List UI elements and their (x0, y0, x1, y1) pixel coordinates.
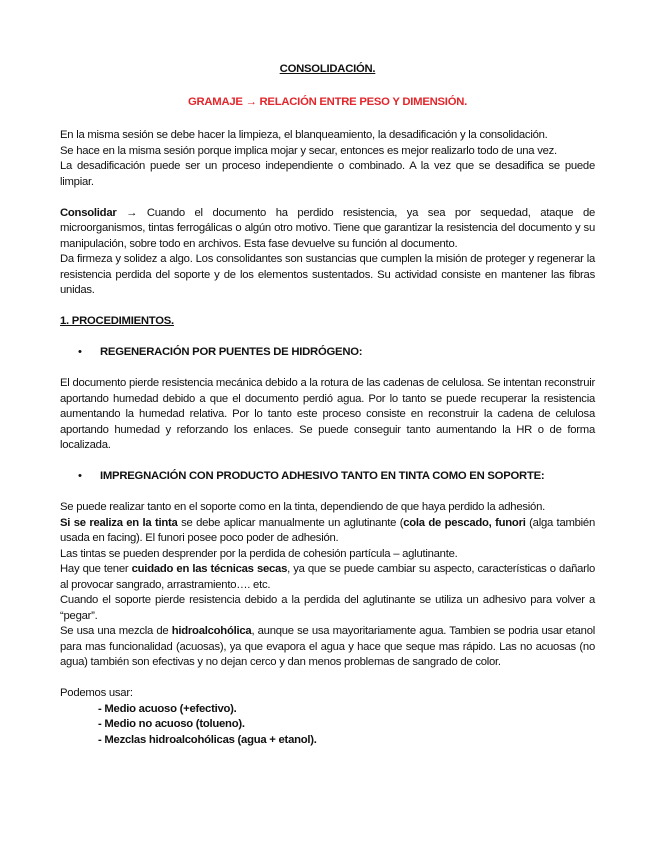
usar-intro: Podemos usar: (60, 687, 133, 699)
cuidado-start: Hay que tener (60, 563, 132, 575)
tinta-bold: Si se realiza en la tinta (60, 516, 178, 529)
list-item: - Mezclas hidroalcohólicas (agua + etanol). (98, 733, 317, 746)
usar-list (60, 702, 595, 749)
impregnacion-paragraph-1: Se puede realizar tanto en el soporte como en la tinta, dependiendo de que haya perdido la adhesión. (60, 501, 545, 513)
bullet-regeneracion-heading: REGENERACIÓN POR PUENTES DE HIDRÓGENO: (100, 346, 363, 358)
list-item: - Medio acuoso (+efectivo). (98, 702, 237, 715)
impregnacion-paragraph-3: Las tintas se pueden desprender por la perdida de cohesión partícula – aglutinante. (60, 547, 458, 560)
cuidado-end: , ya que se puede cambiar su aspecto, características o dañarlo al provocar sangrado, arrastramiento…. etc. (60, 563, 595, 591)
impregnacion-block (60, 500, 595, 671)
section-heading-procedimientos: 1. PROCEDIMIENTOS. (60, 315, 174, 327)
bullet-regeneracion (60, 345, 595, 361)
cuidado-bold: cuidado en las técnicas secas (131, 563, 288, 575)
page-title: CONSOLIDACIÓN. (279, 63, 376, 75)
regeneracion-paragraph: El documento pierde resistencia mecánica debido a la rotura de las cadenas de celulosa. Se intentan reconstruir aportando humedad debido a que el documento perdió agua. Por lo tanto se puede recuperar la resistencia aumentando la humedad relativa. Por lo tanto este proceso consiste en reconstruir la cadena de celulosa aportando humedad y reforzando los enlaces. Se puede conseguir tanto aumentando la HR o de forma localizada. (60, 377, 595, 451)
impregnacion-paragraph-4 (60, 562, 595, 593)
consolidar-term: Consolidar → (60, 206, 138, 219)
intro-paragraph-3: La desadificación puede ser un proceso independiente o combinado. A la vez que se desadifica se puede limpiar. (60, 160, 595, 188)
mezcla-bold: hidroalcohólica (171, 625, 252, 637)
bullet-dot: • (78, 470, 82, 482)
bullet-impregnacion (60, 469, 595, 485)
tinta-text-end: (alga también usada en facing). El funori posee poco poder de adhesión. (60, 516, 595, 544)
mezcla-end: , aunque se usa mayoritariamente agua. Tambien se podria usar etanol para mas funcionalidad (acuosas), ya que evapora el agua y hace que seque mas rápido. Las no acuosas (no agua) también son efectivas y no dejan cerco y dan menos problemas de sangrado de color. (60, 625, 595, 668)
impregnacion-paragraph-6 (60, 624, 595, 671)
intro-paragraph-2: Se hace en la misma sesión porque implica mojar y secar, entonces es mejor realizarlo todo de una vez. (60, 144, 557, 157)
consolidar-block (60, 206, 595, 299)
tinta-text: se debe aplicar manualmente un aglutinante ( (177, 516, 404, 529)
cola-bold: cola de pescado, funori (403, 516, 526, 529)
page-subtitle: GRAMAJE → RELACIÓN ENTRE PESO Y DIMENSIÓN. (187, 96, 468, 108)
impregnacion-paragraph-2 (60, 516, 595, 547)
consolidar-paragraph (60, 206, 595, 253)
consolidar-paragraph-2: Da firmeza y solidez a algo. Los consolidantes son sustancias que cumplen la misión de proteger y regenerar la resistencia perdida del soporte y de los elementos sustentados. Su actividad consiste en mantener las fibras unidas. (60, 253, 595, 296)
intro-paragraph-1: En la misma sesión se debe hacer la limpieza, el blanqueamiento, la desadificación y la consolidación. (60, 129, 548, 141)
bullet-impregnacion-heading: IMPREGNACIÓN CON PRODUCTO ADHESIVO TANTO EN TINTA COMO EN SOPORTE: (100, 470, 545, 482)
list-item: - Medio no acuoso (tolueno). (98, 718, 245, 730)
mezcla-start: Se usa una mezcla de (60, 625, 172, 637)
usar-block (60, 686, 595, 748)
bullet-dot: • (78, 346, 82, 358)
impregnacion-paragraph-5: Cuando el soporte pierde resistencia debido a la perdida del aglutinante se utiliza un adhesivo para volver a “pegar”. (60, 594, 595, 622)
consolidar-text: Cuando el documento ha perdido resistencia, ya sea por sequedad, ataque de microorganismos, tintas ferrogálicas o algún otro motivo. Tiene que garantizar la resistencia del documento y su manipulación, sobre todo en archivos. Esta fase devuelve su función al documento. (60, 206, 596, 250)
intro-block (60, 128, 595, 190)
